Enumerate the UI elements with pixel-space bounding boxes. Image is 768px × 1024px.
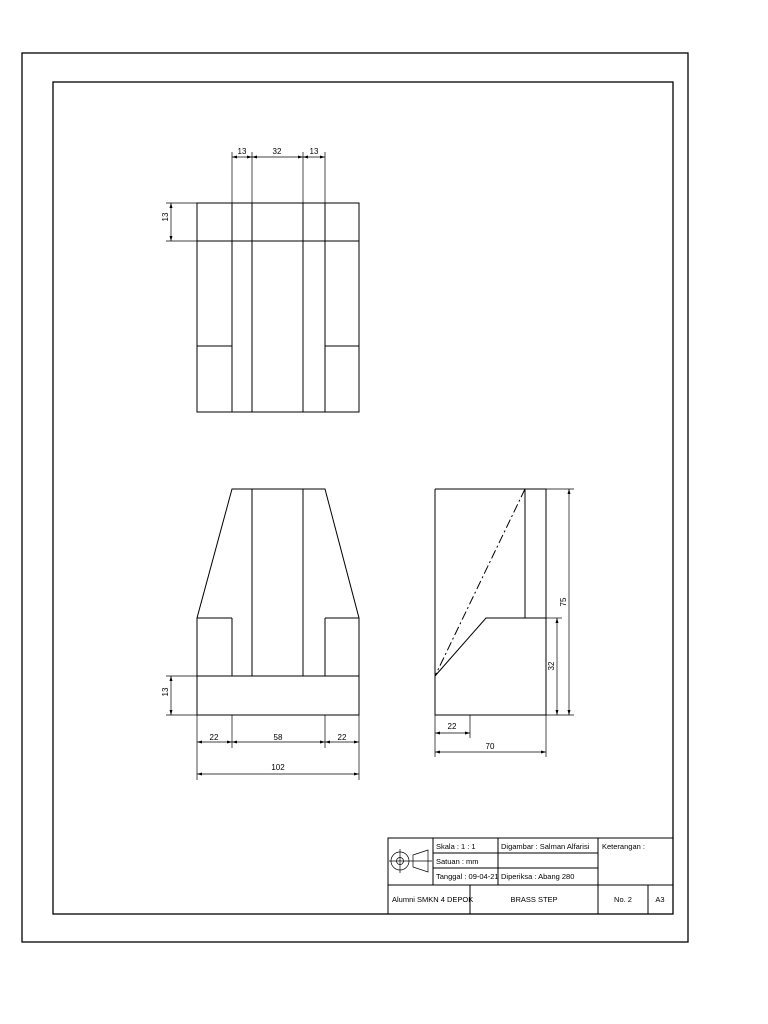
tb-checked-by: Diperiksa : Abang 280 (501, 872, 575, 881)
top-dim-right: 13 (309, 147, 319, 156)
outer-border (22, 53, 688, 942)
side-dim-overall-width: 70 (485, 742, 495, 751)
tb-school: Alumni SMKN 4 DEPOK (392, 895, 474, 904)
side-view (435, 489, 574, 757)
front-dim-overall: 102 (271, 763, 285, 772)
side-view-hidden-edge (435, 489, 525, 676)
front-dim-middle: 58 (273, 733, 283, 742)
tb-date: Tanggal : 09-04-21 (436, 872, 499, 881)
projection-symbol-icon (389, 849, 432, 873)
side-dim-total-height: 75 (559, 597, 568, 607)
tb-number: No. 2 (614, 895, 632, 904)
sheet-borders (22, 53, 688, 942)
tb-drawn-by: Digambar : Salman Alfarisi (501, 842, 590, 851)
title-block (388, 838, 673, 914)
front-dim-left: 22 (209, 733, 219, 742)
inner-border (53, 82, 673, 914)
tb-scale: Skala : 1 : 1 (436, 842, 476, 851)
front-view (161, 489, 359, 780)
top-dim-height: 13 (161, 212, 170, 222)
front-dim-base-height: 13 (161, 687, 170, 697)
front-view-profile (197, 489, 359, 715)
tb-title: BRASS STEP (510, 895, 558, 904)
side-view-profile (435, 489, 546, 715)
front-dim-right: 22 (337, 733, 347, 742)
top-view-outline (197, 203, 359, 412)
top-view (161, 147, 359, 412)
tb-paper-size: A3 (655, 895, 665, 904)
side-dim-step-height: 32 (547, 661, 556, 671)
tb-unit: Satuan : mm (436, 857, 479, 866)
tb-notes: Keterangan : (602, 842, 645, 851)
top-dim-middle: 32 (272, 147, 282, 156)
side-dim-step-width: 22 (447, 722, 457, 731)
top-dim-left: 13 (237, 147, 247, 156)
